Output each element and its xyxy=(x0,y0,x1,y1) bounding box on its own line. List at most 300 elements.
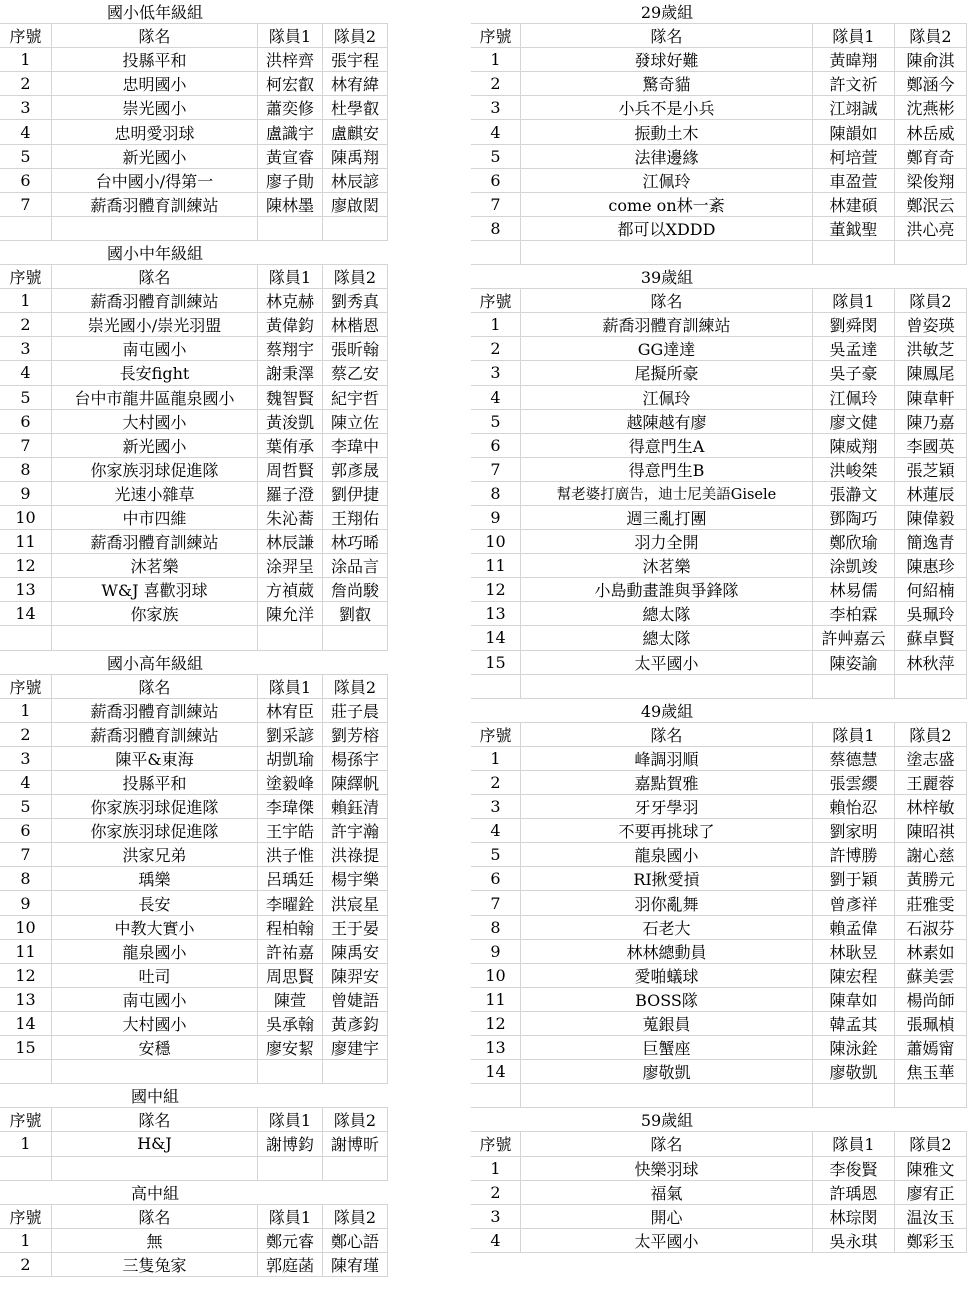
table-row xyxy=(471,169,967,193)
team-name: 光速小雜草 xyxy=(52,482,258,505)
header-no: 序號 xyxy=(471,723,521,746)
player1-name: 陳泳銓 xyxy=(813,1036,895,1059)
team-name: 薪喬羽體育訓練站 xyxy=(52,699,258,722)
table-row xyxy=(471,964,967,988)
row-number: 4 xyxy=(471,120,521,143)
section-title-row xyxy=(471,699,967,723)
player2-name: 蘇卓賢 xyxy=(895,626,967,649)
table-row xyxy=(471,48,967,72)
player2-name: 廖宥正 xyxy=(895,1181,967,1204)
player1-name: 涂羿呈 xyxy=(258,554,323,577)
player2-name: 林楷恩 xyxy=(323,313,388,336)
player1-name: 林建碩 xyxy=(813,193,895,216)
blank-row xyxy=(0,626,388,650)
blank-cell xyxy=(895,1084,967,1107)
team-name: 快樂羽球 xyxy=(521,1157,813,1180)
section-title-row xyxy=(0,1084,388,1108)
section-title: 39歲組 xyxy=(640,268,694,288)
table-header-row xyxy=(471,723,967,747)
player2-name: 廖建宇 xyxy=(323,1036,388,1059)
team-name: 太平國小 xyxy=(521,1229,813,1252)
table-header-row xyxy=(471,1132,967,1156)
player2-name: 李國英 xyxy=(895,434,967,457)
player2-name: 何紹楠 xyxy=(895,578,967,601)
player1-name: 林琮閔 xyxy=(813,1205,895,1228)
header-player2: 隊員2 xyxy=(323,1205,388,1228)
table-row xyxy=(471,988,967,1012)
row-number: 1 xyxy=(0,289,52,312)
player1-name: 曾彥祥 xyxy=(813,891,895,914)
team-name: 幫老婆打廣告，迪士尼美語Gisele xyxy=(521,482,813,505)
table-row xyxy=(471,217,967,241)
player2-name: 張芝穎 xyxy=(895,458,967,481)
table-row xyxy=(471,554,967,578)
player2-name: 鄭涵今 xyxy=(895,72,967,95)
row-number: 5 xyxy=(471,145,521,168)
player1-name: 柯宏叡 xyxy=(258,72,323,95)
blank-row xyxy=(0,1060,388,1084)
player1-name: 柯培萱 xyxy=(813,145,895,168)
blank-cell xyxy=(521,675,813,698)
player2-name: 温汝玉 xyxy=(895,1205,967,1228)
player1-name: 許祐嘉 xyxy=(258,940,323,963)
player2-name: 李瑋中 xyxy=(323,434,388,457)
row-number: 2 xyxy=(0,72,52,95)
row-number: 13 xyxy=(471,1036,521,1059)
header-no: 序號 xyxy=(471,289,521,312)
header-no: 序號 xyxy=(471,24,521,47)
team-name: 嘉點賀雅 xyxy=(521,771,813,794)
header-no: 序號 xyxy=(0,1108,52,1131)
team-name: 峰調羽順 xyxy=(521,747,813,770)
row-number: 7 xyxy=(0,193,52,216)
team-name: 你家族羽球促進隊 xyxy=(52,458,258,481)
player2-name: 劉秀真 xyxy=(323,289,388,312)
table-row xyxy=(471,1036,967,1060)
blank-row xyxy=(0,217,388,241)
row-number: 3 xyxy=(0,747,52,770)
player1-name: 黃宣睿 xyxy=(258,145,323,168)
player2-name: 張昕翰 xyxy=(323,337,388,360)
header-player1: 隊員1 xyxy=(258,1108,323,1131)
section-title: 國小低年級組 xyxy=(106,3,203,23)
player2-name: 林梓敏 xyxy=(895,795,967,818)
player1-name: 劉于穎 xyxy=(813,867,895,890)
header-player2: 隊員2 xyxy=(323,1108,388,1131)
player2-name: 陳惠珍 xyxy=(895,554,967,577)
row-number: 14 xyxy=(471,626,521,649)
team-name: 無 xyxy=(52,1229,258,1252)
section-title: 國小中年級組 xyxy=(106,243,203,263)
header-player1: 隊員1 xyxy=(258,265,323,288)
player2-name: 鄭心語 xyxy=(323,1229,388,1252)
player2-name: 莊子晨 xyxy=(323,699,388,722)
header-no: 序號 xyxy=(0,1205,52,1228)
team-name: 太平國小 xyxy=(521,651,813,674)
player2-name: 謝心慈 xyxy=(895,843,967,866)
table-row xyxy=(0,434,388,458)
table-row xyxy=(0,337,388,361)
player2-name: 沈燕彬 xyxy=(895,96,967,119)
table-row xyxy=(471,506,967,530)
blank-cell xyxy=(0,1157,52,1180)
team-name: 法律邊緣 xyxy=(521,145,813,168)
row-number: 11 xyxy=(0,530,52,553)
player1-name: 郭庭菡 xyxy=(258,1253,323,1276)
row-number: 1 xyxy=(0,1132,52,1155)
blank-cell xyxy=(813,675,895,698)
player1-name: 許文祈 xyxy=(813,72,895,95)
player1-name: 王宇皓 xyxy=(258,819,323,842)
table-row xyxy=(471,337,967,361)
player1-name: 塗毅峰 xyxy=(258,771,323,794)
player1-name: 羅子澄 xyxy=(258,482,323,505)
team-name: BOSS隊 xyxy=(521,988,813,1011)
table-row xyxy=(0,747,388,771)
table-row xyxy=(0,72,388,96)
row-number: 4 xyxy=(471,819,521,842)
table-row xyxy=(471,602,967,626)
header-player1: 隊員1 xyxy=(813,1132,895,1155)
player2-name: 陳雅文 xyxy=(895,1157,967,1180)
team-name: 大村國小 xyxy=(52,1012,258,1035)
player1-name: 吳子豪 xyxy=(813,361,895,384)
table-header-row xyxy=(0,675,388,699)
header-player1: 隊員1 xyxy=(813,24,895,47)
player1-name: 許博勝 xyxy=(813,843,895,866)
player1-name: 蕭奕修 xyxy=(258,96,323,119)
table-row xyxy=(0,530,388,554)
team-name: 長安fight xyxy=(52,361,258,384)
table-row xyxy=(471,578,967,602)
table-row xyxy=(471,193,967,217)
player2-name: 陳俞淇 xyxy=(895,48,967,71)
player1-name: 胡凱瑜 xyxy=(258,747,323,770)
player1-name: 陳允洋 xyxy=(258,602,323,625)
table-row xyxy=(0,313,388,337)
table-row xyxy=(471,1060,967,1084)
team-name: 龍泉國小 xyxy=(52,940,258,963)
table-row xyxy=(0,891,388,915)
table-row xyxy=(471,1205,967,1229)
header-team: 隊名 xyxy=(521,1132,813,1155)
player1-name: 謝秉澤 xyxy=(258,361,323,384)
team-name: GG達達 xyxy=(521,337,813,360)
player2-name: 許宇瀚 xyxy=(323,819,388,842)
player2-name: 陳宥瑾 xyxy=(323,1253,388,1276)
table-row xyxy=(471,891,967,915)
team-name: 崇光國小 xyxy=(52,96,258,119)
blank-cell xyxy=(258,626,323,649)
row-number: 14 xyxy=(0,602,52,625)
team-name: 新光國小 xyxy=(52,145,258,168)
section-title: 29歲組 xyxy=(640,3,694,23)
row-number: 5 xyxy=(0,145,52,168)
player2-name: 林蓮辰 xyxy=(895,482,967,505)
player1-name: 賴怡忍 xyxy=(813,795,895,818)
table-row xyxy=(0,482,388,506)
team-name: 發球好難 xyxy=(521,48,813,71)
row-number: 2 xyxy=(0,313,52,336)
player2-name: 陳乃嘉 xyxy=(895,410,967,433)
table-row xyxy=(0,289,388,313)
team-name: 得意門生A xyxy=(521,434,813,457)
blank-cell xyxy=(52,1157,258,1180)
team-name: 巨蟹座 xyxy=(521,1036,813,1059)
section-title-row xyxy=(471,0,967,24)
player2-name: 陳韋軒 xyxy=(895,386,967,409)
player2-name: 杜學叡 xyxy=(323,96,388,119)
player1-name: 林耿昱 xyxy=(813,940,895,963)
player2-name: 劉叡 xyxy=(323,602,388,625)
player1-name: 黃暐翔 xyxy=(813,48,895,71)
table-row xyxy=(0,169,388,193)
blank-cell xyxy=(471,675,521,698)
header-player1: 隊員1 xyxy=(258,1205,323,1228)
player1-name: 廖子勛 xyxy=(258,169,323,192)
header-no: 序號 xyxy=(0,265,52,288)
table-row xyxy=(471,72,967,96)
header-player2: 隊員2 xyxy=(895,24,967,47)
blank-cell xyxy=(258,217,323,240)
table-row xyxy=(471,916,967,940)
team-name: 你家族羽球促進隊 xyxy=(52,819,258,842)
table-row xyxy=(471,626,967,650)
team-name: 週三亂打團 xyxy=(521,506,813,529)
player2-name: 莊雅雯 xyxy=(895,891,967,914)
table-row xyxy=(0,602,388,626)
left-panel xyxy=(0,0,388,1277)
header-team: 隊名 xyxy=(52,1205,258,1228)
player2-name: 王麗蓉 xyxy=(895,771,967,794)
row-number: 3 xyxy=(471,96,521,119)
row-number: 13 xyxy=(0,578,52,601)
player1-name: 陳萱 xyxy=(258,988,323,1011)
team-name: 牙牙學羽 xyxy=(521,795,813,818)
blank-cell xyxy=(323,217,388,240)
player2-name: 蔡乙安 xyxy=(323,361,388,384)
row-number: 3 xyxy=(0,96,52,119)
team-name: 薪喬羽體育訓練站 xyxy=(521,313,813,336)
player2-name: 鄭彩玉 xyxy=(895,1229,967,1252)
table-row xyxy=(471,361,967,385)
team-name: 尾擬所豪 xyxy=(521,361,813,384)
row-number: 12 xyxy=(0,964,52,987)
table-row xyxy=(471,458,967,482)
table-row xyxy=(0,145,388,169)
row-number: 2 xyxy=(0,723,52,746)
blank-cell xyxy=(323,626,388,649)
player1-name: 陳威翔 xyxy=(813,434,895,457)
team-name: 你家族 xyxy=(52,602,258,625)
player2-name: 陳昭祺 xyxy=(895,819,967,842)
player2-name: 詹尚駿 xyxy=(323,578,388,601)
row-number: 7 xyxy=(471,458,521,481)
player1-name: 廖敬凱 xyxy=(813,1060,895,1083)
table-row xyxy=(0,361,388,385)
team-name: 不要再挑球了 xyxy=(521,819,813,842)
row-number: 1 xyxy=(0,1229,52,1252)
player1-name: 李曜銓 xyxy=(258,891,323,914)
player1-name: 呂瑀廷 xyxy=(258,867,323,890)
row-number: 11 xyxy=(0,940,52,963)
team-name: 三隻兔家 xyxy=(52,1253,258,1276)
column-gap xyxy=(388,0,471,1289)
header-no: 序號 xyxy=(0,675,52,698)
player1-name: 廖文健 xyxy=(813,410,895,433)
table-row xyxy=(471,434,967,458)
blank-cell xyxy=(895,241,967,264)
team-name: 羽力全開 xyxy=(521,530,813,553)
team-name: RI揪愛摃 xyxy=(521,867,813,890)
table-row xyxy=(471,1181,967,1205)
row-number: 9 xyxy=(0,891,52,914)
table-row xyxy=(0,1253,388,1277)
row-number: 10 xyxy=(471,964,521,987)
player1-name: 吳永琪 xyxy=(813,1229,895,1252)
blank-cell xyxy=(0,626,52,649)
header-player1: 隊員1 xyxy=(258,24,323,47)
player2-name: 陳禹翔 xyxy=(323,145,388,168)
row-number: 10 xyxy=(0,506,52,529)
player1-name: 盧識宇 xyxy=(258,120,323,143)
player1-name: 林克赫 xyxy=(258,289,323,312)
table-row xyxy=(471,1229,967,1253)
table-row xyxy=(0,699,388,723)
row-number: 7 xyxy=(471,891,521,914)
player1-name: 林宥臣 xyxy=(258,699,323,722)
player1-name: 涂凱竣 xyxy=(813,554,895,577)
table-row xyxy=(0,1036,388,1060)
player1-name: 張雲纓 xyxy=(813,771,895,794)
player1-name: 謝博鈞 xyxy=(258,1132,323,1155)
player2-name: 楊宇樂 xyxy=(323,867,388,890)
team-name: 吐司 xyxy=(52,964,258,987)
team-name: 都可以XDDD xyxy=(521,217,813,240)
row-number: 12 xyxy=(471,1012,521,1035)
player2-name: 張宇程 xyxy=(323,48,388,71)
blank-cell xyxy=(895,675,967,698)
team-name: 小島動畫誰與爭鋒隊 xyxy=(521,578,813,601)
table-row xyxy=(471,771,967,795)
player1-name: 劉舜閔 xyxy=(813,313,895,336)
player1-name: 廖安絜 xyxy=(258,1036,323,1059)
row-number: 1 xyxy=(471,747,521,770)
player2-name: 郭彥晟 xyxy=(323,458,388,481)
row-number: 9 xyxy=(471,506,521,529)
header-player2: 隊員2 xyxy=(895,289,967,312)
row-number: 6 xyxy=(471,434,521,457)
header-player1: 隊員1 xyxy=(813,289,895,312)
player1-name: 劉家明 xyxy=(813,819,895,842)
row-number: 7 xyxy=(0,434,52,457)
blank-row xyxy=(471,241,967,265)
player1-name: 方禎葳 xyxy=(258,578,323,601)
player1-name: 李瑋傑 xyxy=(258,795,323,818)
section-title-row xyxy=(0,0,388,24)
team-name: 大村國小 xyxy=(52,410,258,433)
table-row xyxy=(471,386,967,410)
table-header-row xyxy=(0,1205,388,1229)
row-number: 15 xyxy=(471,651,521,674)
player2-name: 石淑芬 xyxy=(895,916,967,939)
player1-name: 陳韻如 xyxy=(813,120,895,143)
table-row xyxy=(471,1012,967,1036)
player2-name: 鄭育奇 xyxy=(895,145,967,168)
team-name: 安穩 xyxy=(52,1036,258,1059)
header-player1: 隊員1 xyxy=(813,723,895,746)
player1-name: 魏智賢 xyxy=(258,386,323,409)
table-row xyxy=(0,940,388,964)
player2-name: 林巧晞 xyxy=(323,530,388,553)
table-row xyxy=(471,819,967,843)
row-number: 3 xyxy=(0,337,52,360)
team-name: 石老大 xyxy=(521,916,813,939)
row-number: 15 xyxy=(0,1036,52,1059)
table-row xyxy=(471,120,967,144)
player2-name: 梁俊翔 xyxy=(895,169,967,192)
team-name: 南屯國小 xyxy=(52,988,258,1011)
team-name: 中教大實小 xyxy=(52,916,258,939)
row-number: 8 xyxy=(0,458,52,481)
player1-name: 陳姿諭 xyxy=(813,651,895,674)
row-number: 5 xyxy=(471,410,521,433)
table-row xyxy=(0,988,388,1012)
team-name: 崇光國小/崇光羽盟 xyxy=(52,313,258,336)
player1-name: 周思賢 xyxy=(258,964,323,987)
table-row xyxy=(471,410,967,434)
table-header-row xyxy=(0,265,388,289)
player1-name: 蔡德慧 xyxy=(813,747,895,770)
player1-name: 吳承翰 xyxy=(258,1012,323,1035)
table-row xyxy=(471,530,967,554)
player1-name: 李柏霖 xyxy=(813,602,895,625)
section-title: 59歲組 xyxy=(640,1111,694,1131)
row-number: 10 xyxy=(0,916,52,939)
blank-cell xyxy=(0,1060,52,1083)
table-row xyxy=(471,1157,967,1181)
blank-cell xyxy=(521,241,813,264)
row-number: 4 xyxy=(0,361,52,384)
header-player2: 隊員2 xyxy=(895,1132,967,1155)
row-number: 6 xyxy=(0,169,52,192)
player2-name: 劉伊捷 xyxy=(323,482,388,505)
player1-name: 程柏翰 xyxy=(258,916,323,939)
table-row xyxy=(0,723,388,747)
table-row xyxy=(471,747,967,771)
row-number: 4 xyxy=(471,386,521,409)
row-number: 13 xyxy=(471,602,521,625)
team-name: 長安 xyxy=(52,891,258,914)
row-number: 4 xyxy=(0,771,52,794)
player2-name: 洪宸星 xyxy=(323,891,388,914)
table-row xyxy=(471,867,967,891)
player1-name: 周哲賢 xyxy=(258,458,323,481)
row-number: 1 xyxy=(0,699,52,722)
player2-name: 黃勝元 xyxy=(895,867,967,890)
team-name: 越陳越有廖 xyxy=(521,410,813,433)
table-row xyxy=(471,482,967,506)
player1-name: 洪梓齊 xyxy=(258,48,323,71)
row-number: 10 xyxy=(471,530,521,553)
player1-name: 陳宏程 xyxy=(813,964,895,987)
row-number: 6 xyxy=(471,867,521,890)
team-name: 驚奇貓 xyxy=(521,72,813,95)
row-number: 2 xyxy=(471,72,521,95)
team-name: 羽你亂舞 xyxy=(521,891,813,914)
blank-cell xyxy=(521,1084,813,1107)
player2-name: 陳立佐 xyxy=(323,410,388,433)
